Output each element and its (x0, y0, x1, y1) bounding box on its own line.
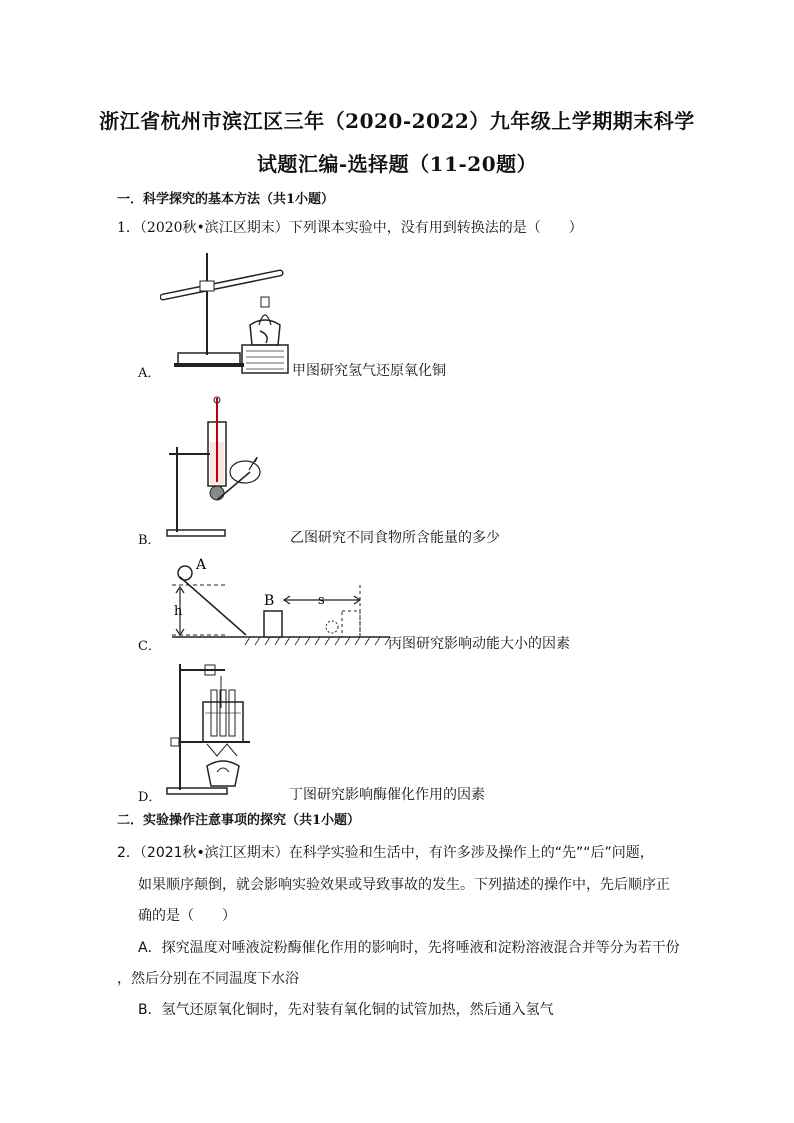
option-a-letter: A． (138, 366, 161, 381)
question-2-option-b: B．氢气还原氧化铜时，先对装有氧化铜的试管加热，然后通入氢气 (138, 1002, 554, 1018)
question-2-line-3: 确的是（ ） (138, 908, 236, 924)
option-b-letter: B． (138, 533, 161, 548)
option-c-letter: C． (138, 639, 161, 654)
question-2-option-a-line-2: ，然后分别在不同温度下水浴 (117, 971, 299, 987)
figure-b-apparatus (165, 392, 275, 542)
figure-a-apparatus (160, 245, 295, 375)
figure-d-apparatus (165, 658, 295, 798)
option-d-caption: 丁图研究影响酶催化作用的因素 (289, 787, 485, 803)
page-title-line-1: 浙江省杭州市滨江区三年（2020-2022）九年级上学期期末科学 (99, 109, 695, 133)
question-2-line-2: 如果顺序颠倒，就会影响实验效果或导致事故的发生。下列描述的操作中，先后顺序正 (138, 877, 670, 893)
block-label-b: B (264, 593, 275, 609)
figure-c-apparatus (170, 555, 395, 650)
distance-label-s: s (318, 593, 325, 608)
question-2-option-a-line-1: A．探究温度对唾液淀粉酶催化作用的影响时，先将唾液和淀粉溶液混合并等分为若干份 (138, 940, 680, 956)
ball-label-a: A (196, 557, 207, 573)
option-a-caption: 甲图研究氢气还原氧化铜 (292, 363, 446, 379)
option-b-caption: 乙图研究不同食物所含能量的多少 (290, 530, 500, 546)
section-1-heading: 一．科学探究的基本方法（共1小题） (117, 192, 335, 207)
height-label: h (174, 604, 183, 619)
option-c-caption: 丙图研究影响动能大小的因素 (388, 636, 570, 652)
page-title-line-2: 试题汇编-选择题（11-20题） (256, 152, 538, 176)
section-2-heading: 二．实验操作注意事项的探究（共1小题） (117, 813, 361, 828)
option-d-letter: D． (138, 790, 162, 805)
question-2-line-1: 2．（2021秋•滨江区期末）在科学实验和生活中，有许多涉及操作上的“先”“后”问题， (117, 845, 654, 861)
question-1-stem: 1．（2020秋•滨江区期末）下列课本实验中，没有用到转换法的是（ ） (117, 220, 583, 236)
